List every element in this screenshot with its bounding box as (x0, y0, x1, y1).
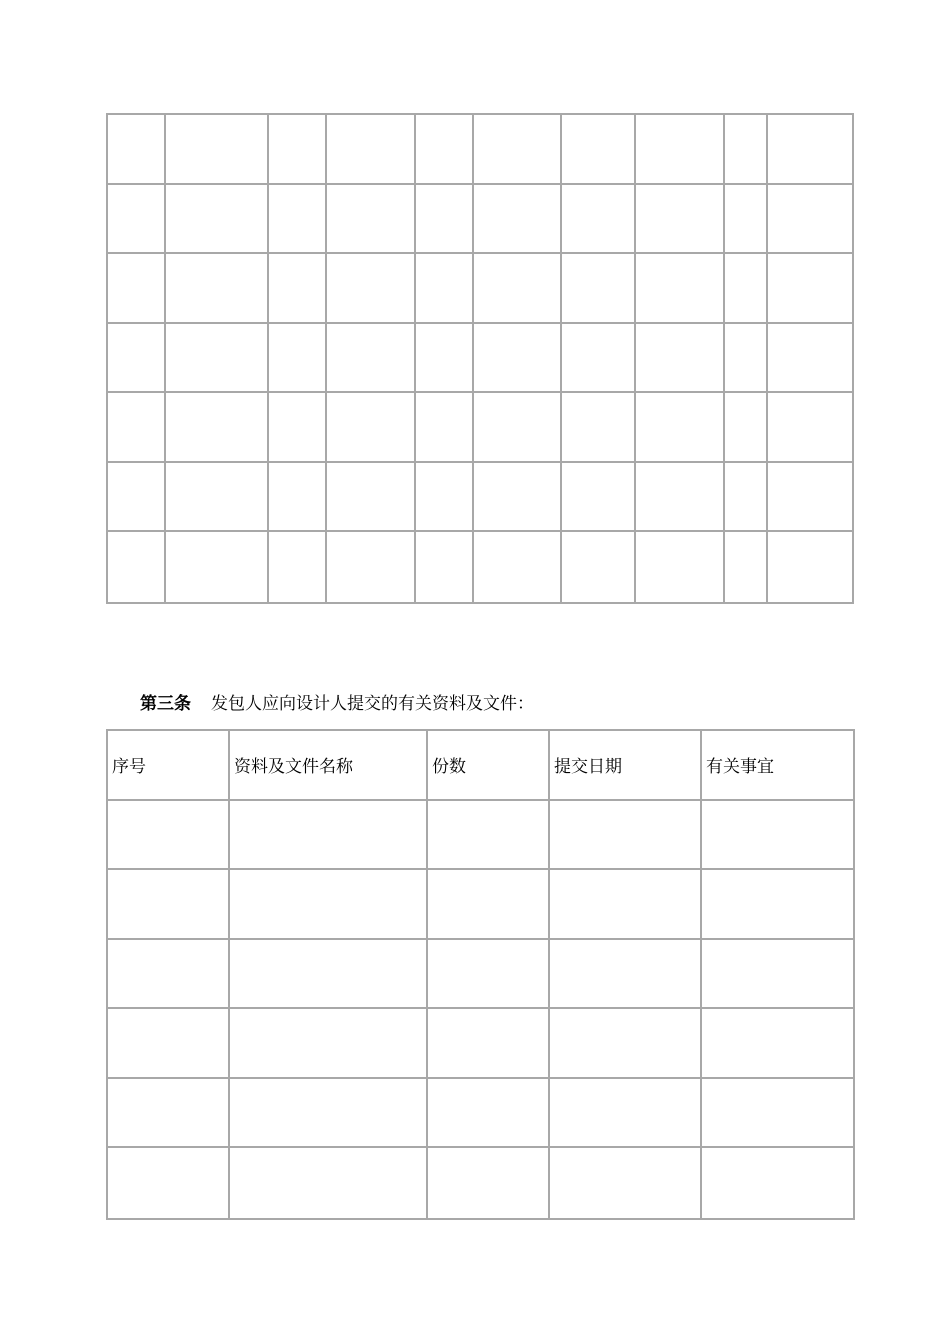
table-cell (416, 532, 474, 602)
header-copies: 份数 (428, 731, 550, 801)
table-cell (550, 940, 702, 1010)
table-cell (702, 870, 853, 940)
table-cell (230, 1009, 428, 1079)
table-cell (636, 463, 725, 533)
table-cell (230, 801, 428, 871)
table-cell (550, 1148, 702, 1218)
table-row (108, 254, 852, 324)
table-cell (108, 1148, 230, 1218)
table-row (108, 115, 852, 185)
table-cell (166, 185, 269, 255)
table-cell (562, 115, 636, 185)
table-cell (327, 185, 416, 255)
table-cell (108, 532, 166, 602)
table-cell (108, 463, 166, 533)
table-cell (428, 940, 550, 1010)
table-cell (768, 463, 852, 533)
table-cell (725, 115, 768, 185)
table-cell (230, 1148, 428, 1218)
table-cell (230, 940, 428, 1010)
table-cell (269, 532, 327, 602)
header-submit-date: 提交日期 (550, 731, 702, 801)
table-cell (725, 254, 768, 324)
table-row (108, 1009, 853, 1079)
table-cell (428, 1009, 550, 1079)
table-cell (108, 1009, 230, 1079)
table-cell (702, 801, 853, 871)
table-cell (108, 870, 230, 940)
table-cell (474, 324, 562, 394)
table-cell (416, 463, 474, 533)
table-cell (108, 393, 166, 463)
documents-table (106, 729, 855, 1220)
table-cell (327, 532, 416, 602)
table-cell (327, 115, 416, 185)
table-cell (636, 254, 725, 324)
table-cell (768, 185, 852, 255)
table-cell (166, 393, 269, 463)
table-cell (108, 1079, 230, 1149)
table-cell (562, 324, 636, 394)
table-cell (636, 185, 725, 255)
header-document-name: 资料及文件名称 (230, 731, 428, 801)
table-cell (327, 254, 416, 324)
section-title: 发包人应向设计人提交的有关资料及文件： (211, 694, 534, 714)
table-cell (768, 254, 852, 324)
table-cell (474, 393, 562, 463)
table-cell (269, 393, 327, 463)
table-cell (416, 185, 474, 255)
table-cell (768, 324, 852, 394)
table-cell (562, 185, 636, 255)
table-cell (269, 254, 327, 324)
table-cell (166, 324, 269, 394)
table-cell (269, 463, 327, 533)
table-cell (428, 1148, 550, 1218)
table-cell (562, 254, 636, 324)
table-cell (230, 870, 428, 940)
table-cell (108, 940, 230, 1010)
table-row (108, 532, 852, 602)
table-cell (416, 393, 474, 463)
table-row (108, 801, 853, 871)
table-cell (474, 185, 562, 255)
table-cell (428, 1079, 550, 1149)
header-related-matters: 有关事宜 (702, 731, 853, 801)
table-cell (327, 324, 416, 394)
table-cell (166, 463, 269, 533)
table-cell (474, 463, 562, 533)
table-cell (416, 324, 474, 394)
table-cell (269, 185, 327, 255)
table-row (108, 1079, 853, 1149)
table-cell (768, 532, 852, 602)
table-cell (562, 532, 636, 602)
table-cell (550, 801, 702, 871)
table-cell (702, 1009, 853, 1079)
section-heading (140, 693, 534, 715)
table-cell (416, 254, 474, 324)
table-cell (725, 463, 768, 533)
table-cell (428, 801, 550, 871)
table-cell (108, 115, 166, 185)
table-cell (725, 324, 768, 394)
table-row (108, 324, 852, 394)
table-row (108, 463, 852, 533)
table-cell (636, 115, 725, 185)
table-cell (166, 532, 269, 602)
blank-grid-table (106, 113, 854, 604)
table-cell (230, 1079, 428, 1149)
table-cell (550, 1079, 702, 1149)
table-row (108, 1148, 853, 1218)
table-cell (562, 393, 636, 463)
section-number: 第三条 (140, 694, 191, 714)
table-cell (416, 115, 474, 185)
table-cell (768, 115, 852, 185)
table-cell (108, 185, 166, 255)
table-cell (269, 324, 327, 394)
table-cell (725, 185, 768, 255)
table-cell (166, 254, 269, 324)
table-cell (108, 254, 166, 324)
table-row (108, 393, 852, 463)
table-cell (702, 940, 853, 1010)
table-cell (550, 870, 702, 940)
header-serial-number: 序号 (108, 731, 230, 801)
table-cell (474, 254, 562, 324)
table-cell (702, 1079, 853, 1149)
table-row (108, 870, 853, 940)
table-cell (725, 532, 768, 602)
table-cell (636, 393, 725, 463)
table-cell (636, 532, 725, 602)
table-cell (636, 324, 725, 394)
table-cell (108, 324, 166, 394)
table-cell (562, 463, 636, 533)
table-cell (327, 393, 416, 463)
table-row (108, 940, 853, 1010)
table-cell (550, 1009, 702, 1079)
table-row (108, 185, 852, 255)
table-cell (269, 115, 327, 185)
table-cell (725, 393, 768, 463)
table-cell (474, 115, 562, 185)
table-cell (327, 463, 416, 533)
table-cell (108, 801, 230, 871)
table-cell (166, 115, 269, 185)
table-cell (702, 1148, 853, 1218)
table-cell (474, 532, 562, 602)
table-header-row (108, 731, 853, 801)
table-cell (768, 393, 852, 463)
table-cell (428, 870, 550, 940)
